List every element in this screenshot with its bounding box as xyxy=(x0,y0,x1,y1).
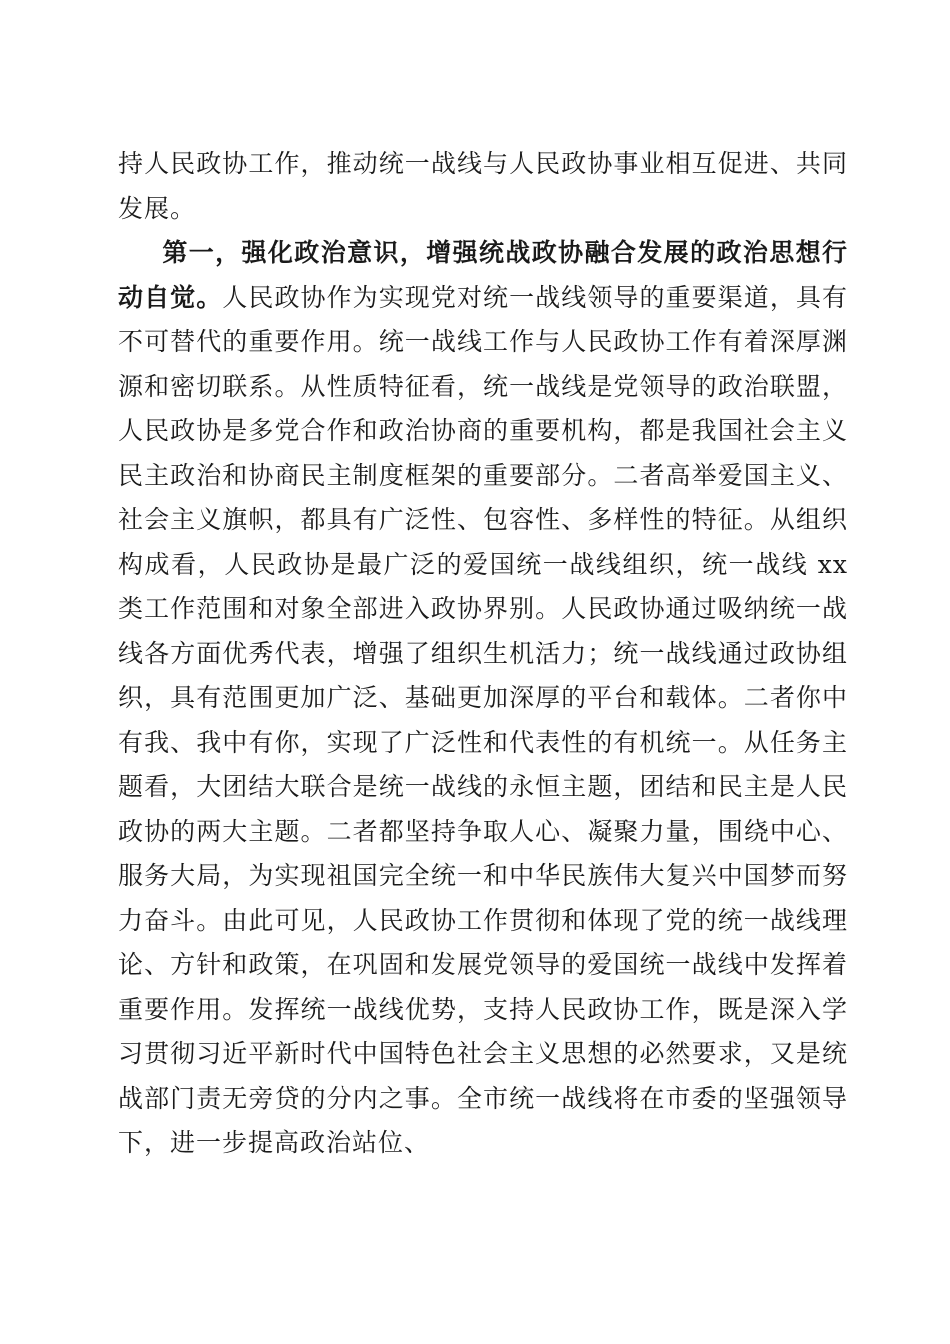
paragraph-1-text: 持人民政协工作，推动统一战线与人民政协事业相互促进、共同发展。 xyxy=(118,149,848,223)
paragraph-continuation xyxy=(118,142,848,231)
paragraph-first-point xyxy=(118,231,848,1166)
paragraph-lead-heading: 第一，强化政治意识，增强统战政协融合发展的政治思想行动自觉。 xyxy=(118,238,848,312)
paragraph-body-text: 人民政协作为实现党对统一战线领导的重要渠道，具有不可替代的重要作用。统一战线工作与人民政协工作有着深厚渊源和密切联系。从性质特征看，统一战线是党领导的政治联盟，人民政协是多党合作和政治协商的重要机构，都是我国社会主义民主政治和协商民主制度框架的重要部分。二者高举爱国主义、社会主义旗帜，都具有广泛性、包容性、多样性的特征。从组织构成看，人民政协是最广泛的爱国统一战线组织，统一战线 xx 类工作范围和对象全部进入政协界别。人民政协通过吸纳统一战线各方面优秀代表，增强了组织生机活力；统一战线通过政协组织，具有范围更加广泛、基础更加深厚的平台和载体。二者你中有我、我中有你，实现了广泛性和代表性的有机统一。从任务主题看，大团结大联合是统一战线的永恒主题，团结和民主是人民政协的两大主题。二者都坚持争取人心、凝聚力量，围绕中心、服务大局，为实现祖国完全统一和中华民族伟大复兴中国梦而努力奋斗。由此可见，人民政协工作贯彻和体现了党的统一战线理论、方针和政策，在巩固和发展党领导的爱国统一战线中发挥着重要作用。发挥统一战线优势，支持人民政协工作，既是深入学习贯彻习近平新时代中国特色社会主义思想的必然要求，又是统战部门责无旁贷的分内之事。全市统一战线将在市委的坚强领导下，进一步提高政治站位、 xyxy=(118,282,848,1157)
